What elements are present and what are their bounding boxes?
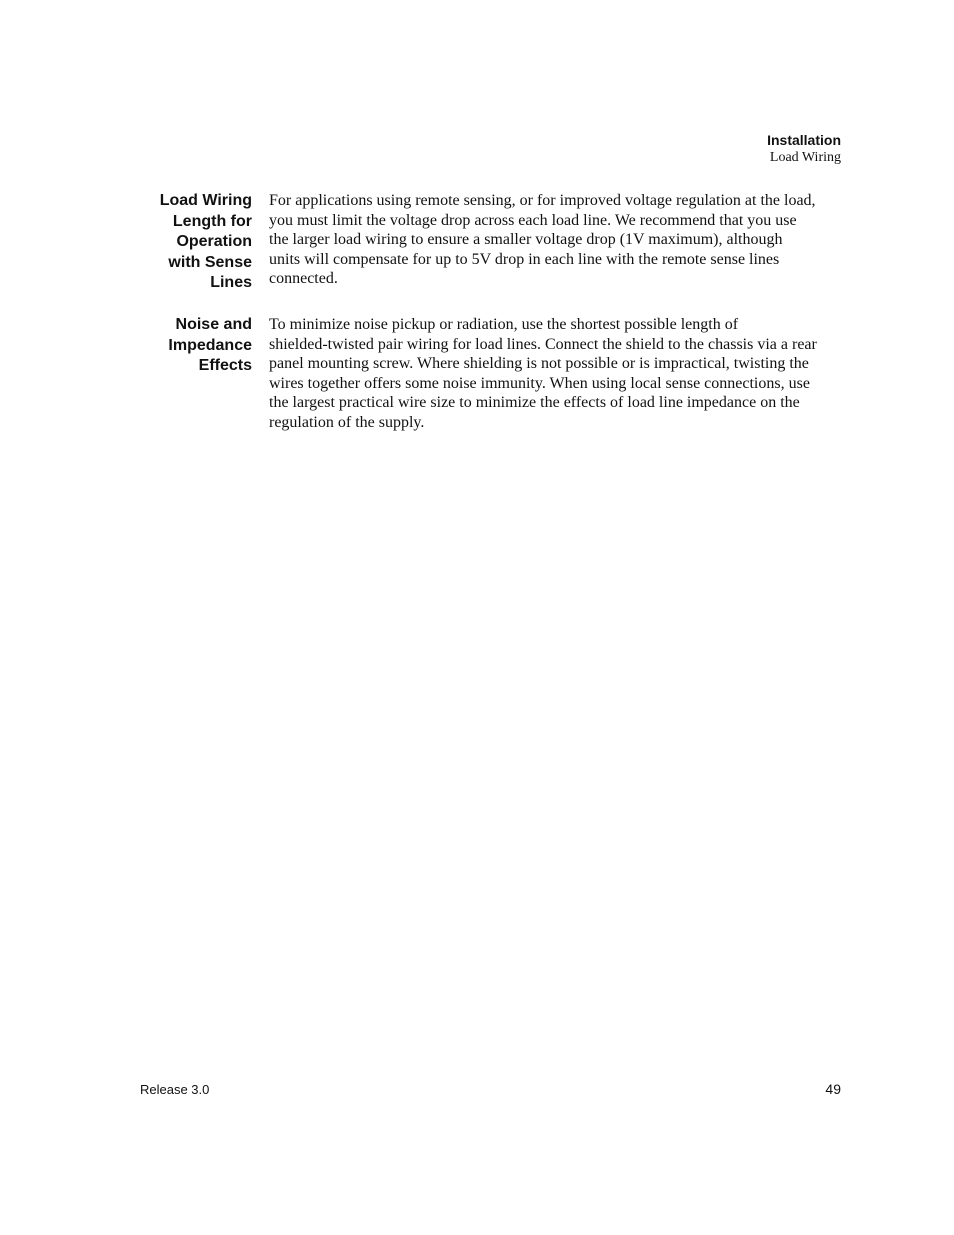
body-line: wires together offers some noise immunity. When using local sense connections, use [269,374,810,392]
side-heading-line: Impedance [168,336,252,354]
side-heading-line: Load Wiring [159,192,252,209]
body-line: panel mounting screw. Where shielding is not possible or is impractical, twisting the [269,355,809,373]
footer-release: Release 3.0 [140,1082,210,1097]
side-heading-line: Lines [210,274,252,291]
body-paragraph [269,315,842,433]
body-line: the larger load wiring to ensure a smaller voltage drop (1V maximum), although [269,231,783,249]
body-line: you must limit the voltage drop across each load line. We recommend that you use [269,211,797,229]
page-number: 49 [825,1081,841,1097]
side-heading-line: Noise and [175,316,252,333]
body-line: For applications using remote sensing, or for improved voltage regulation at the load, [269,192,816,209]
body-line: the largest practical wire size to minimize the effects of load line impedance on the [269,394,800,412]
body-line: units will compensate for up to 5V drop in each line with the remote sense lines [269,250,780,268]
side-heading [130,191,252,294]
side-heading-line: with Sense [168,253,252,271]
body-paragraph [269,191,842,289]
side-heading-line: Operation [176,233,252,250]
side-heading-line: Effects [198,357,252,374]
side-heading-line: Length for [172,212,252,230]
body-line: regulation of the supply. [269,413,425,431]
body-line: shielded-twisted pair wiring for load lines. Connect the shield to the chassis via a rear [269,335,817,353]
body-line: connected. [269,270,338,288]
header-section-title: Load Wiring [769,150,841,165]
body-line: To minimize noise pickup or radiation, use the shortest possible length of [269,316,739,333]
running-header [767,131,841,167]
side-heading [130,315,252,377]
header-chapter-title: Installation [767,132,841,148]
